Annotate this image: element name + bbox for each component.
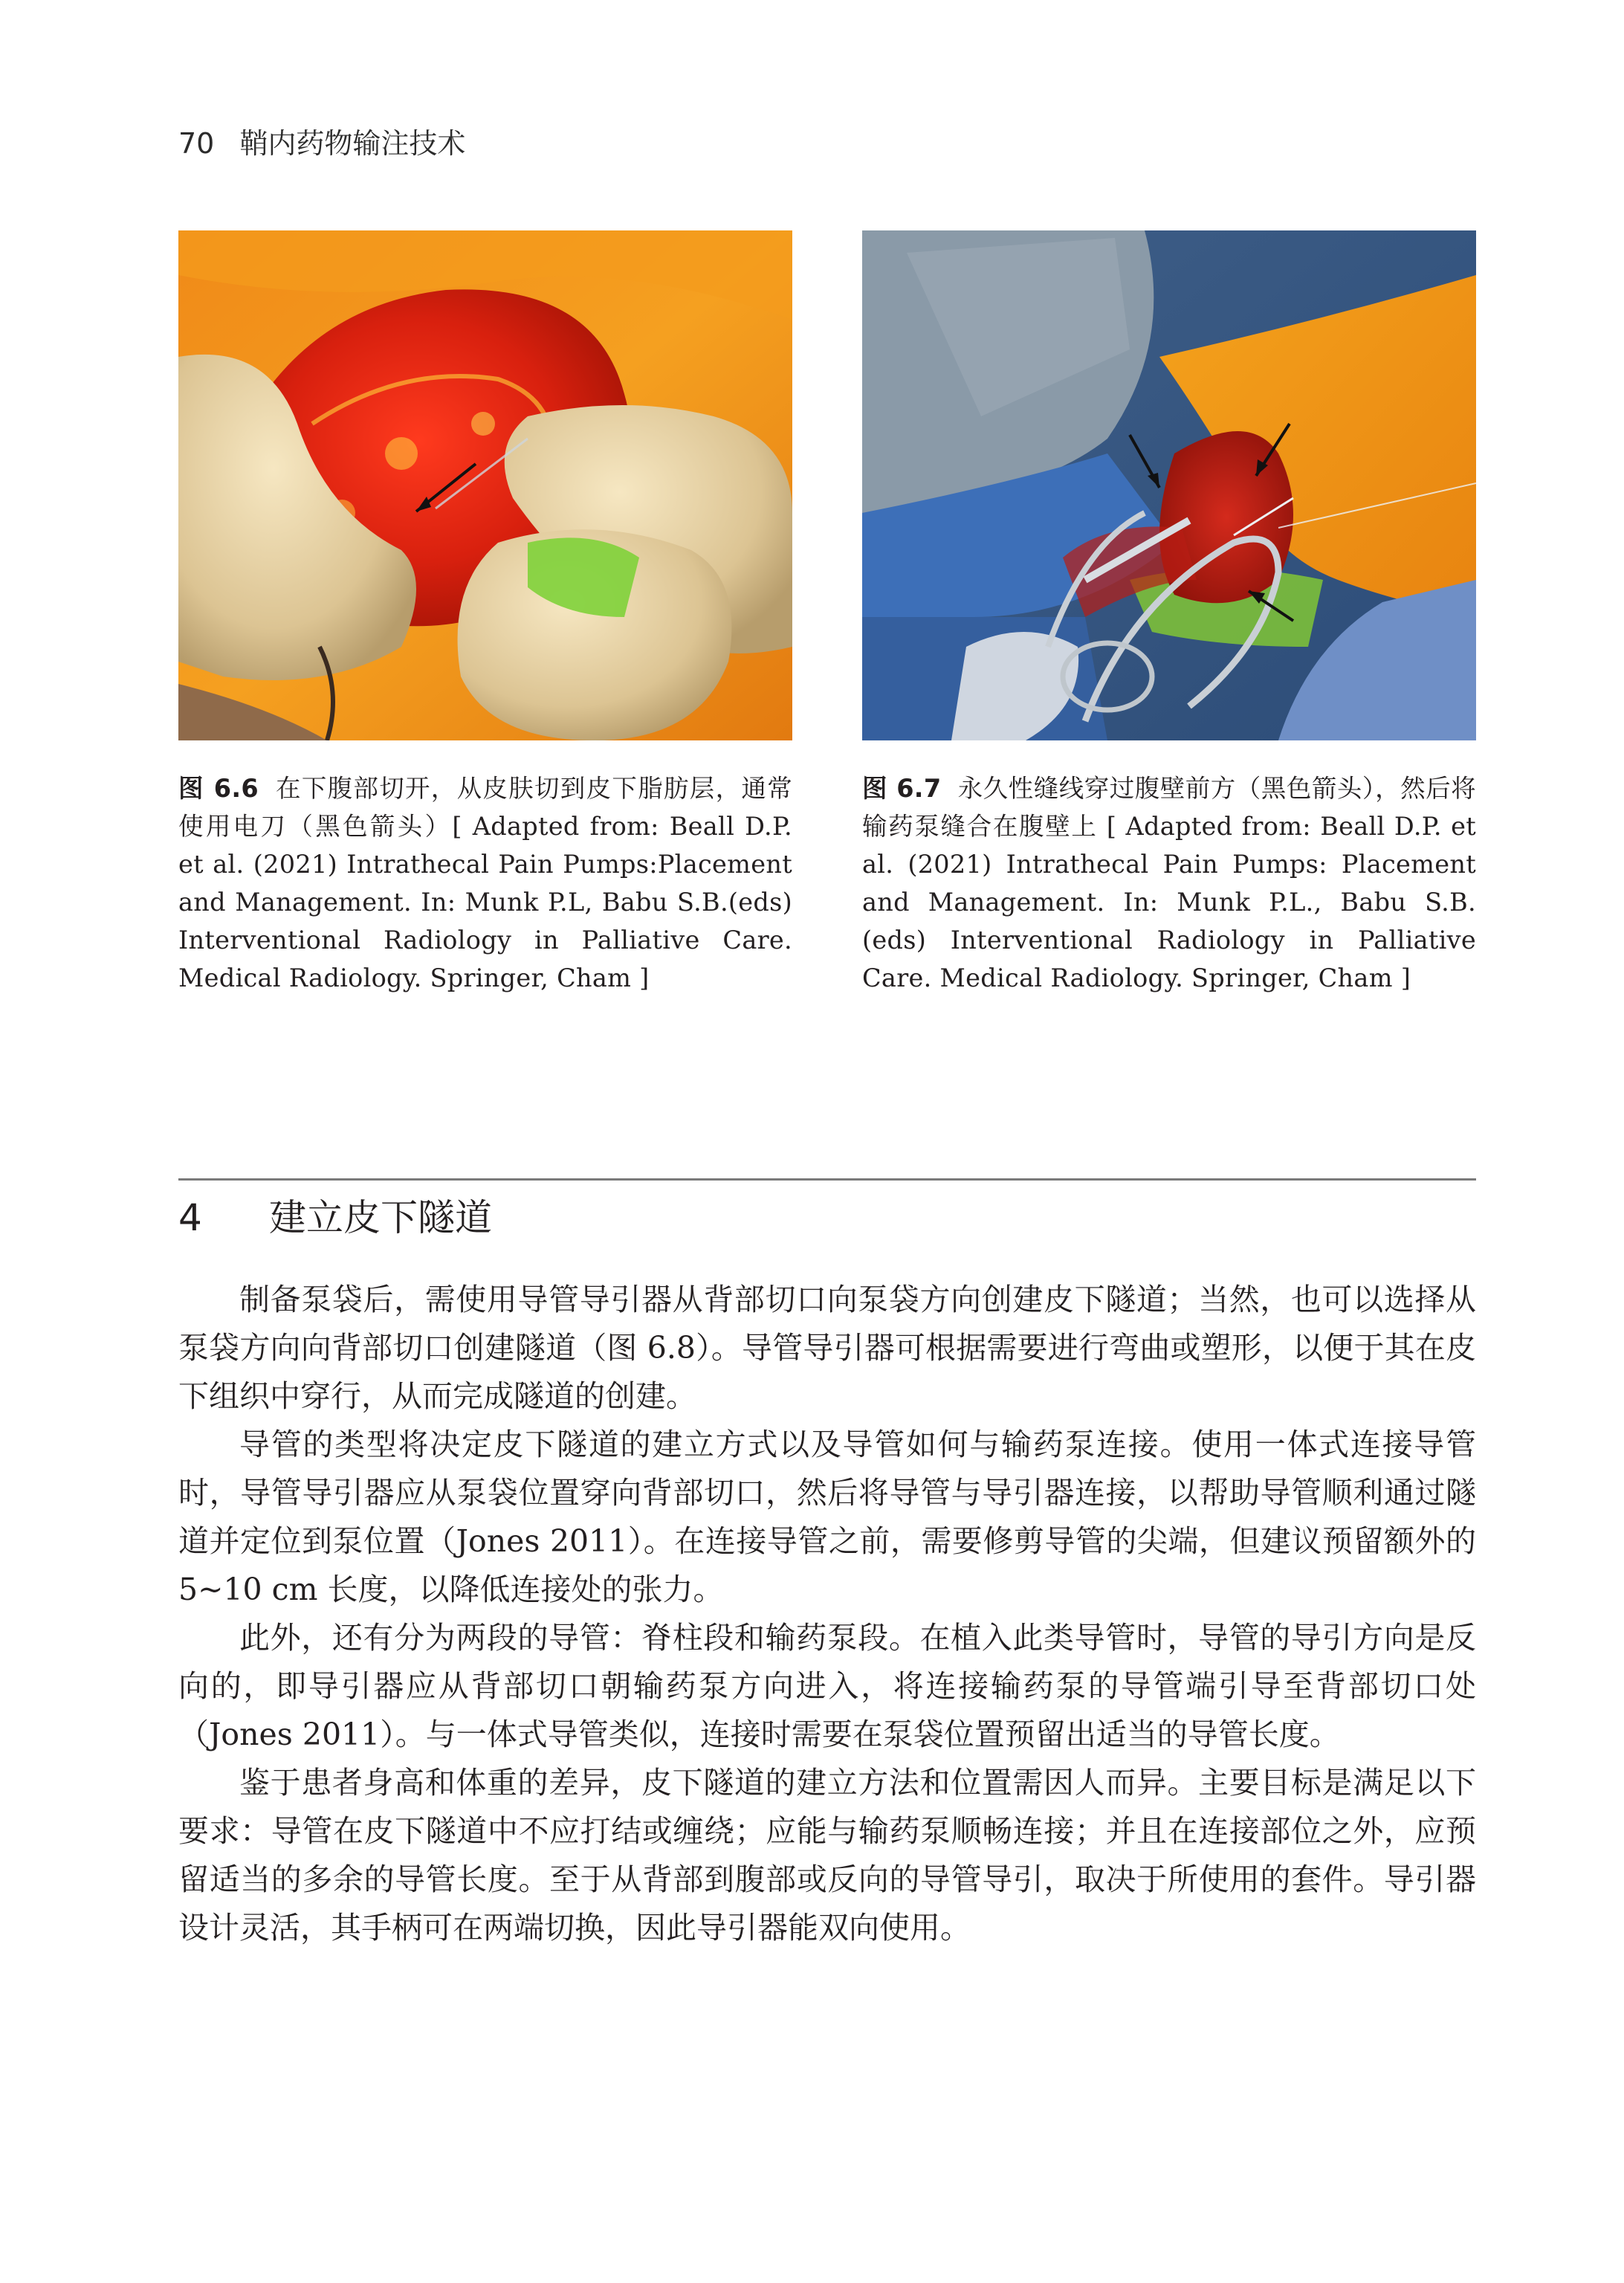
figure-6-7-caption-text: 永久性缝线穿过腹壁前方（黑色箭头），然后将输药泵缝合在腹壁上 [ Adapted from: Beall D.P. et al. (2021) Intrathecal Pain Pumps: Placement and Management. In: Munk P.L., Babu S.B.(eds) Interventional Radiology in Palliative Care. Medical Radiology. Springer, Cham ] xyxy=(862,774,1476,992)
figure-6-7-photo xyxy=(862,230,1476,740)
section-heading xyxy=(178,1188,492,1241)
running-head xyxy=(178,120,465,161)
figure-6-6-caption-text: 在下腹部切开，从皮肤切到皮下脂肪层，通常使用电刀（黑色箭头）[ Adapted from: Beall D.P. et al. (2021) Intrathecal Pain Pumps:Placement and Management. In: Munk P.L, Babu S.B.(eds) Interventional Radiology in Palliative Care. Medical Radiology. Springer, Cham ] xyxy=(178,774,793,992)
surgical-incision-photo xyxy=(178,230,792,740)
book-title: 鞘内药物输注技术 xyxy=(239,127,466,160)
figure-6-7-caption xyxy=(862,769,1476,997)
figure-6-6-caption xyxy=(178,769,792,997)
paragraph-4: 鉴于患者身高和体重的差异，皮下隧道的建立方法和位置需因人而异。主要目标是满足以下要求：导管在皮下隧道中不应打结或缠绕；应能与输药泵顺畅连接；并且在连接部位之外，应预留适当的多余的导管长度。至于从背部到腹部或反向的导管导引，取决于所使用的套件。导引器设计灵活，其手柄可在两端切换，因此导引器能双向使用。 xyxy=(178,1765,1476,1945)
page-number: 70 xyxy=(178,127,215,160)
figure-6-6-photo xyxy=(178,230,792,740)
paragraph-3: 此外，还有分为两段的导管：脊柱段和输药泵段。在植入此类导管时，导管的导引方向是反向的，即导引器应从背部切口朝输药泵方向进入，将连接输药泵的导管端引导至背部切口处（Jones 2011）。与一体式导管类似，连接时需要在泵袋位置预留出适当的导管长度。 xyxy=(178,1620,1476,1752)
figure-6-7-label: 图 6.7 xyxy=(862,774,942,803)
suture-photo xyxy=(862,230,1476,740)
paragraph-1: 制备泵袋后，需使用导管导引器从背部切口向泵袋方向创建皮下隧道；当然，也可以选择从泵袋方向向背部切口创建隧道（图 6.8）。导管导引器可根据需要进行弯曲或塑形，以便于其在皮下组织中穿行，从而完成隧道的创建。 xyxy=(178,1282,1476,1414)
section-title: 建立皮下隧道 xyxy=(269,1196,492,1239)
paragraph-2: 导管的类型将决定皮下隧道的建立方式以及导管如何与输药泵连接。使用一体式连接导管时，导管导引器应从泵袋位置穿向背部切口，然后将导管与导引器连接，以帮助导管顺利通过隧道并定位到泵位置（Jones 2011）。在连接导管之前，需要修剪导管的尖端，但建议预留额外的 5~10 cm 长度，以降低连接处的张力。 xyxy=(178,1427,1476,1607)
body-text xyxy=(178,1276,1476,1952)
section-divider xyxy=(178,1178,1476,1181)
figure-6-6-label: 图 6.6 xyxy=(178,774,259,803)
section-number: 4 xyxy=(178,1196,202,1239)
